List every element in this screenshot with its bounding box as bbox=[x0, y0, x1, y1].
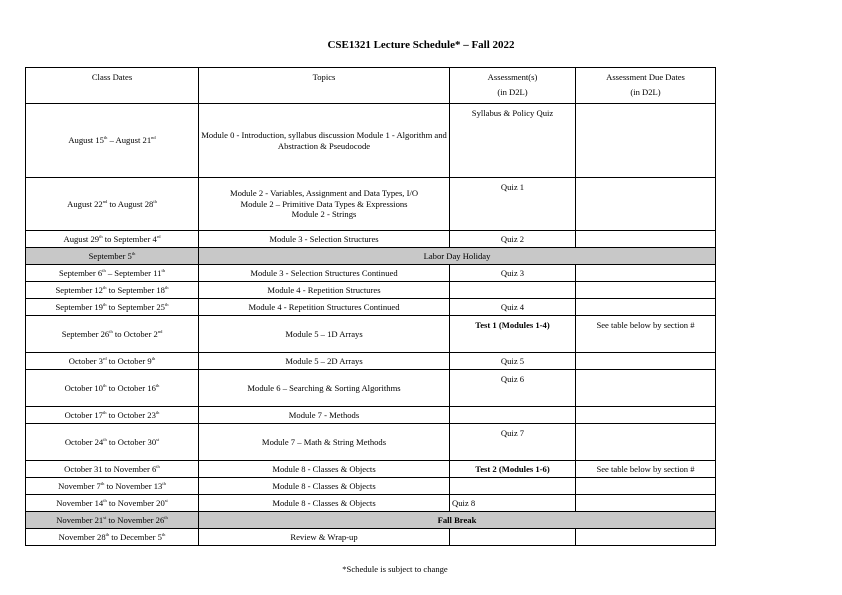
assessment-cell: Quiz 3 bbox=[450, 265, 576, 282]
holiday-row bbox=[26, 512, 716, 529]
footnote: *Schedule is subject to change bbox=[342, 564, 448, 574]
class-date-cell: November 21st to November 26th bbox=[26, 512, 199, 529]
topic-cell: Module 0 - Introduction, syllabus discussion Module 1 - Algorithm and Abstraction & Pseudocode bbox=[199, 104, 450, 178]
header-row bbox=[26, 68, 716, 104]
due-date-cell bbox=[576, 529, 716, 546]
due-date-cell bbox=[576, 231, 716, 248]
holiday-label: Labor Day Holiday bbox=[199, 248, 716, 265]
holiday-row bbox=[26, 248, 716, 265]
assessment-cell: Test 2 (Modules 1-6) bbox=[450, 461, 576, 478]
class-date-cell: September 6th – September 11th bbox=[26, 265, 199, 282]
assessment-cell bbox=[450, 529, 576, 546]
table-row bbox=[26, 478, 716, 495]
table-row bbox=[26, 370, 716, 407]
assessment-cell: Quiz 4 bbox=[450, 299, 576, 316]
class-date-cell: October 17th to October 23th bbox=[26, 407, 199, 424]
table-row bbox=[26, 178, 716, 231]
topic-cell: Module 4 - Repetition Structures bbox=[199, 282, 450, 299]
due-date-cell bbox=[576, 282, 716, 299]
due-date-cell bbox=[576, 424, 716, 461]
topic-cell: Module 8 - Classes & Objects bbox=[199, 478, 450, 495]
class-date-cell: August 29th to September 4rd bbox=[26, 231, 199, 248]
class-date-cell: August 22nd to August 28th bbox=[26, 178, 199, 231]
table-row bbox=[26, 461, 716, 478]
topic-cell: Module 4 - Repetition Structures Continued bbox=[199, 299, 450, 316]
due-date-cell bbox=[576, 265, 716, 282]
header-due-dates: Assessment Due Dates (in D2L) bbox=[576, 68, 716, 104]
table-row bbox=[26, 265, 716, 282]
due-date-cell bbox=[576, 370, 716, 407]
topic-cell: Module 5 – 1D Arrays bbox=[199, 316, 450, 353]
header-topics: Topics bbox=[199, 68, 450, 104]
header-class-dates: Class Dates bbox=[26, 68, 199, 104]
due-date-cell bbox=[576, 104, 716, 178]
header-assessments: Assessment(s) (in D2L) bbox=[450, 68, 576, 104]
table-row bbox=[26, 424, 716, 461]
topic-cell: Module 3 - Selection Structures Continued bbox=[199, 265, 450, 282]
class-date-cell: November 28th to December 5th bbox=[26, 529, 199, 546]
table-row bbox=[26, 299, 716, 316]
due-date-cell bbox=[576, 299, 716, 316]
assessment-cell bbox=[450, 478, 576, 495]
class-date-cell: September 26th to October 2nd bbox=[26, 316, 199, 353]
class-date-cell: September 19th to September 25th bbox=[26, 299, 199, 316]
due-date-cell bbox=[576, 407, 716, 424]
table-row bbox=[26, 104, 716, 178]
assessment-cell bbox=[450, 407, 576, 424]
assessment-cell bbox=[450, 282, 576, 299]
assessment-cell: Syllabus & Policy Quiz bbox=[450, 104, 576, 178]
due-date-cell bbox=[576, 495, 716, 512]
topic-cell: Module 2 - Variables, Assignment and Data Types, I/O Module 2 – Primitive Data Types & Expressions Module 2 - Strings bbox=[199, 178, 450, 231]
class-date-cell: October 24th to October 30st bbox=[26, 424, 199, 461]
due-date-cell: See table below by section # bbox=[576, 461, 716, 478]
due-date-cell: See table below by section # bbox=[576, 316, 716, 353]
class-date-cell: October 3rd to October 9th bbox=[26, 353, 199, 370]
due-date-cell bbox=[576, 353, 716, 370]
class-date-cell: October 10th to October 16th bbox=[26, 370, 199, 407]
assessment-cell: Quiz 2 bbox=[450, 231, 576, 248]
assessment-cell: Test 1 (Modules 1-4) bbox=[450, 316, 576, 353]
page-title: CSE1321 Lecture Schedule* – Fall 2022 bbox=[327, 39, 515, 51]
class-date-cell: September 12th to September 18th bbox=[26, 282, 199, 299]
topic-cell: Module 7 – Math & String Methods bbox=[199, 424, 450, 461]
assessment-cell: Quiz 7 bbox=[450, 424, 576, 461]
table-row bbox=[26, 231, 716, 248]
topic-cell: Module 8 - Classes & Objects bbox=[199, 495, 450, 512]
topic-cell: Module 7 - Methods bbox=[199, 407, 450, 424]
assessment-cell: Quiz 5 bbox=[450, 353, 576, 370]
topic-cell: Module 6 – Searching & Sorting Algorithms bbox=[199, 370, 450, 407]
table-row bbox=[26, 316, 716, 353]
table-row bbox=[26, 282, 716, 299]
class-date-cell: November 7th to November 13th bbox=[26, 478, 199, 495]
assessment-cell: Quiz 6 bbox=[450, 370, 576, 407]
assessment-cell: Quiz 8 bbox=[450, 495, 576, 512]
topic-cell: Module 5 – 2D Arrays bbox=[199, 353, 450, 370]
table-row bbox=[26, 529, 716, 546]
due-date-cell bbox=[576, 178, 716, 231]
table-row bbox=[26, 407, 716, 424]
schedule-table bbox=[25, 67, 716, 546]
table-row bbox=[26, 353, 716, 370]
class-date-cell: October 31 to November 6th bbox=[26, 461, 199, 478]
topic-cell: Review & Wrap-up bbox=[199, 529, 450, 546]
holiday-label: Fall Break bbox=[199, 512, 716, 529]
class-date-cell: November 14th to November 20st bbox=[26, 495, 199, 512]
table-row bbox=[26, 495, 716, 512]
topic-cell: Module 3 - Selection Structures bbox=[199, 231, 450, 248]
assessment-cell: Quiz 1 bbox=[450, 178, 576, 231]
class-date-cell: September 5th bbox=[26, 248, 199, 265]
due-date-cell bbox=[576, 478, 716, 495]
class-date-cell: August 15th – August 21nd bbox=[26, 104, 199, 178]
topic-cell: Module 8 - Classes & Objects bbox=[199, 461, 450, 478]
